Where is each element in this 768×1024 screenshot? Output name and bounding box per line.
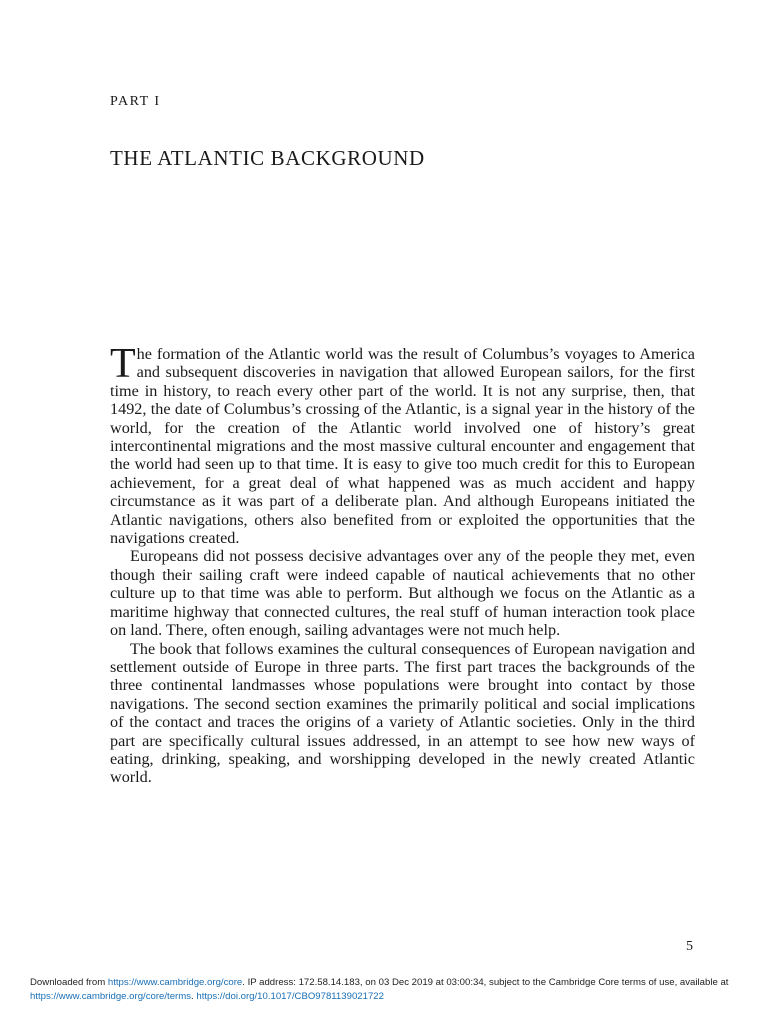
drop-cap: T [110, 341, 136, 387]
paragraph-2: Europeans did not possess decisive advantages over any of the people they met, even though their sailing craft were indeed capable of nautical achievements that no other culture up to that time was able to perform. But although we focus on the Atlantic as a maritime highway that connected cultures, the real stuff of human interaction took place on land. There, often enough, sailing advantages were not much help. [110, 547, 695, 640]
page-number: 5 [686, 939, 693, 954]
download-footer [30, 976, 750, 1004]
footer-middle: . IP address: 172.58.14.183, on 03 Dec 2019 at 03:00:34, subject to the Cambridge Core terms of use, available at [242, 977, 729, 988]
paragraph-3: The book that follows examines the cultural consequences of European navigation and settlement outside of Europe in three parts. The first part traces the backgrounds of the three continental landmasses whose populations were brought into contact by those navigations. The second section examines the primarily political and social implications of the contact and traces the origins of a variety of Atlantic societies. Only in the third part are specifically cultural issues addressed, in an attempt to see how new ways of eating, drinking, speaking, and worshipping developed in the newly created Atlantic world. [110, 639, 695, 787]
paragraph-1-text: he formation of the Atlantic world was the result of Columbus’s voyages to America and subsequent discoveries in navigation that allowed European sailors, for the first time in history, to reach every other part of the world. It is not any surprise, then, that 1492, the date of Columbus’s crossing of the Atlantic, is a signal year in the history of the world, for the creation of the Atlantic world involved one of history’s great intercontinental migrations and the most massive cultural encounter and engagement that the world had seen up to that time. It is easy to give too much credit for this to European achievement, for a great deal of what happened was as much accident and happy circumstance as it was part of a deliberate plan. And although Europeans initiated the Atlantic navigations, others also benefited from or exploited the opportunities that the navigations created. [110, 345, 695, 548]
footer-terms-link[interactable]: https://www.cambridge.org/core/terms [30, 991, 192, 1002]
paragraph-1 [110, 341, 695, 548]
chapter-title: THE ATLANTIC BACKGROUND [110, 146, 425, 170]
body-text [110, 341, 695, 787]
footer-doi-link[interactable]: https://doi.org/10.1017/CBO9781139021722 [196, 991, 384, 1002]
footer-separator: . [191, 991, 197, 1002]
footer-core-link[interactable]: https://www.cambridge.org/core [107, 977, 243, 988]
part-label: PART I [110, 94, 161, 109]
footer-prefix: Downloaded from [30, 977, 108, 988]
